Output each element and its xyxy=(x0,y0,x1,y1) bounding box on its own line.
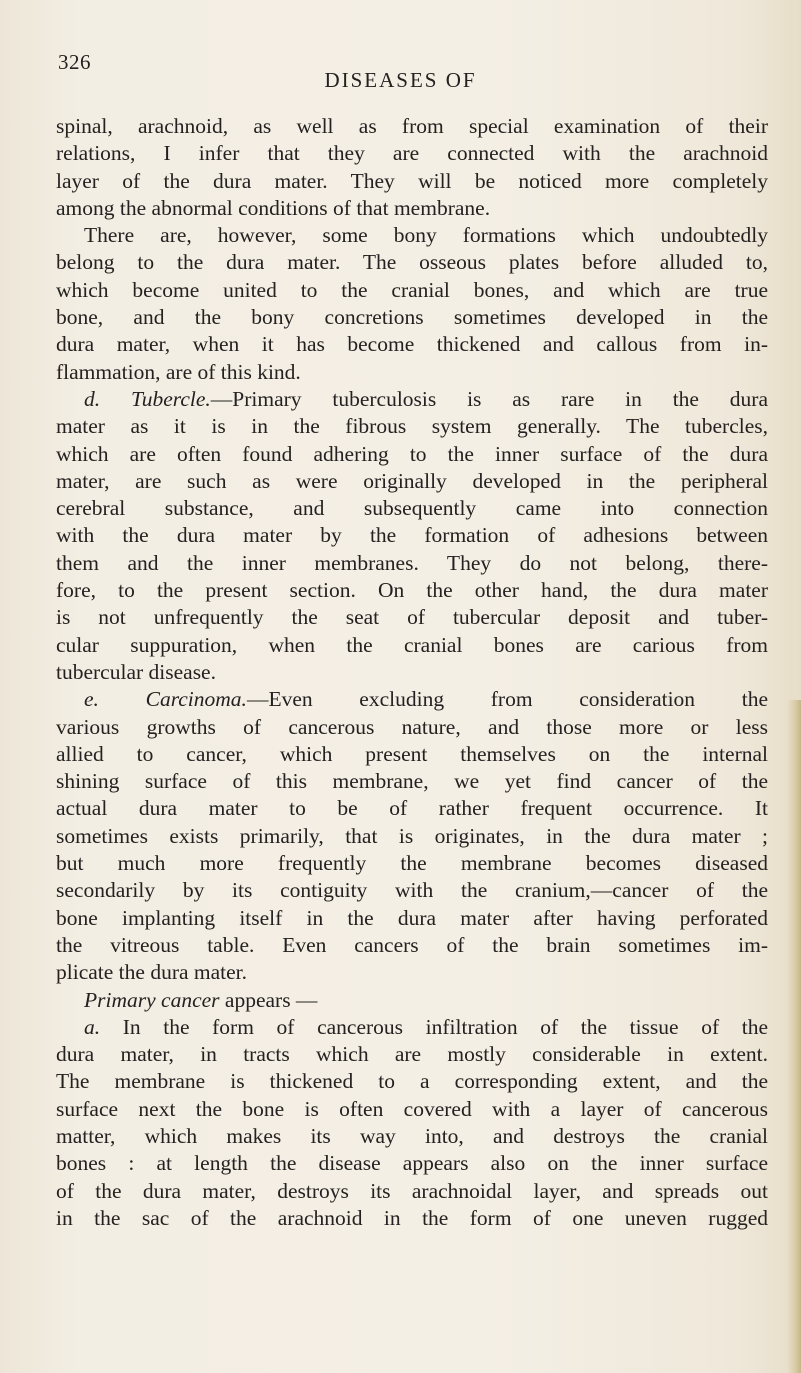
line-text: allied to cancer, which present themselves on the internal xyxy=(56,741,768,766)
line-text: actual dura mater to be of rather frequent occurrence. It xyxy=(56,796,768,821)
text-line xyxy=(56,877,768,904)
line-text: is not unfrequently the seat of tubercular deposit and tuber- xyxy=(56,605,768,630)
text-line xyxy=(56,932,768,959)
text-line xyxy=(56,905,768,932)
text-line xyxy=(56,222,768,249)
line-text: tubercular disease. xyxy=(56,659,216,684)
line-text: fore, to the present section. On the other hand, the dura mater xyxy=(56,578,768,603)
text-line xyxy=(56,987,768,1014)
line-text: dura mater, in tracts which are mostly considerable in extent. xyxy=(56,1042,768,1067)
text-line xyxy=(56,441,768,468)
line-text: cerebral substance, and subsequently came into connection xyxy=(56,496,768,521)
text-line xyxy=(56,850,768,877)
line-text: matter, which makes its way into, and destroys the cranial xyxy=(56,1123,768,1148)
text-line xyxy=(56,413,768,440)
text-line xyxy=(56,823,768,850)
italic-heading: d. Tubercle. xyxy=(84,386,211,411)
text-line xyxy=(56,604,768,631)
line-text: mater as it is in the fibrous system generally. The tubercles, xyxy=(56,414,768,439)
page-number: 326 xyxy=(58,50,91,74)
text-line xyxy=(56,577,768,604)
line-text: bone, and the bony concretions sometimes developed in the xyxy=(56,305,768,330)
text-line xyxy=(56,1041,768,1068)
text-line xyxy=(56,277,768,304)
italic-heading: a. xyxy=(84,1014,101,1039)
line-text: various growths of cancerous nature, and those more or less xyxy=(56,714,768,739)
line-text: flammation, are of this kind. xyxy=(56,359,301,384)
text-line xyxy=(56,168,768,195)
text-line xyxy=(56,1178,768,1205)
text-line xyxy=(56,331,768,358)
text-line xyxy=(56,768,768,795)
text-line xyxy=(56,1205,768,1232)
line-text: but much more frequently the membrane becomes diseased xyxy=(56,851,768,876)
text-line xyxy=(56,359,768,386)
line-text: which become united to the cranial bones, and which are true xyxy=(56,277,768,302)
line-text: secondarily by its contiguity with the cranium,—cancer of the xyxy=(56,878,768,903)
text-line xyxy=(56,714,768,741)
text-line xyxy=(56,386,768,413)
line-text: in the sac of the arachnoid in the form of one uneven rugged xyxy=(56,1205,768,1230)
line-text: which are often found adhering to the inner surface of the dura xyxy=(56,441,768,466)
line-text: shining surface of this membrane, we yet find cancer of the xyxy=(56,769,768,794)
line-text: The membrane is thickened to a corresponding extent, and the xyxy=(56,1069,768,1094)
text-line xyxy=(56,304,768,331)
line-text: relations, I infer that they are connected with the arachnoid xyxy=(56,141,768,166)
italic-heading: Primary cancer xyxy=(84,987,220,1012)
line-text: —Primary tuberculosis is as rare in the dura xyxy=(210,386,768,411)
line-text: surface next the bone is often covered with a layer of cancerous xyxy=(56,1096,768,1121)
line-text: dura mater, when it has become thickened and callous from in- xyxy=(56,332,768,357)
text-line xyxy=(56,959,768,986)
line-text: There are, however, some bony formations which undoubtedly xyxy=(84,223,768,248)
body-text xyxy=(56,113,768,1232)
line-text: belong to the dura mater. The osseous plates before alluded to, xyxy=(56,250,768,275)
line-text: the vitreous table. Even cancers of the brain sometimes im- xyxy=(56,932,768,957)
line-text: with the dura mater by the formation of adhesions between xyxy=(56,523,768,548)
line-text: bone implanting itself in the dura mater after having perforated xyxy=(56,905,768,930)
line-text: cular suppuration, when the cranial bones are carious from xyxy=(56,632,768,657)
text-line xyxy=(56,1068,768,1095)
text-line xyxy=(56,1123,768,1150)
page-edge-stain xyxy=(787,700,801,1373)
line-text: sometimes exists primarily, that is originates, in the dura mater ; xyxy=(56,823,768,848)
text-line xyxy=(56,1096,768,1123)
italic-heading: e. Carcinoma. xyxy=(84,687,247,712)
text-line xyxy=(56,659,768,686)
text-line xyxy=(56,249,768,276)
text-line xyxy=(56,140,768,167)
line-text: them and the inner membranes. They do not belong, there- xyxy=(56,550,768,575)
text-line xyxy=(56,495,768,522)
line-text: mater, are such as were originally developed in the peripheral xyxy=(56,468,768,493)
text-line xyxy=(56,632,768,659)
text-line xyxy=(56,686,768,713)
line-text: of the dura mater, destroys its arachnoidal layer, and spreads out xyxy=(56,1178,768,1203)
line-text: bones : at length the disease appears also on the inner surface xyxy=(56,1151,768,1176)
line-text: spinal, arachnoid, as well as from special examination of their xyxy=(56,114,768,138)
line-text: plicate the dura mater. xyxy=(56,960,248,985)
text-line xyxy=(56,795,768,822)
text-line xyxy=(56,522,768,549)
text-line xyxy=(56,468,768,495)
text-line xyxy=(56,195,768,222)
line-text: In the form of cancerous infiltration of the tissue of the xyxy=(100,1014,768,1039)
text-line xyxy=(56,113,768,140)
line-text: among the abnormal conditions of that membrane. xyxy=(56,195,491,220)
text-line xyxy=(56,1150,768,1177)
text-line xyxy=(56,1014,768,1041)
text-line xyxy=(56,741,768,768)
line-text: appears — xyxy=(219,987,318,1012)
text-line xyxy=(56,550,768,577)
running-head: DISEASES OF xyxy=(324,68,477,92)
line-text: layer of the dura mater. They will be noticed more completely xyxy=(56,168,768,193)
line-text: —Even excluding from consideration the xyxy=(246,687,769,712)
